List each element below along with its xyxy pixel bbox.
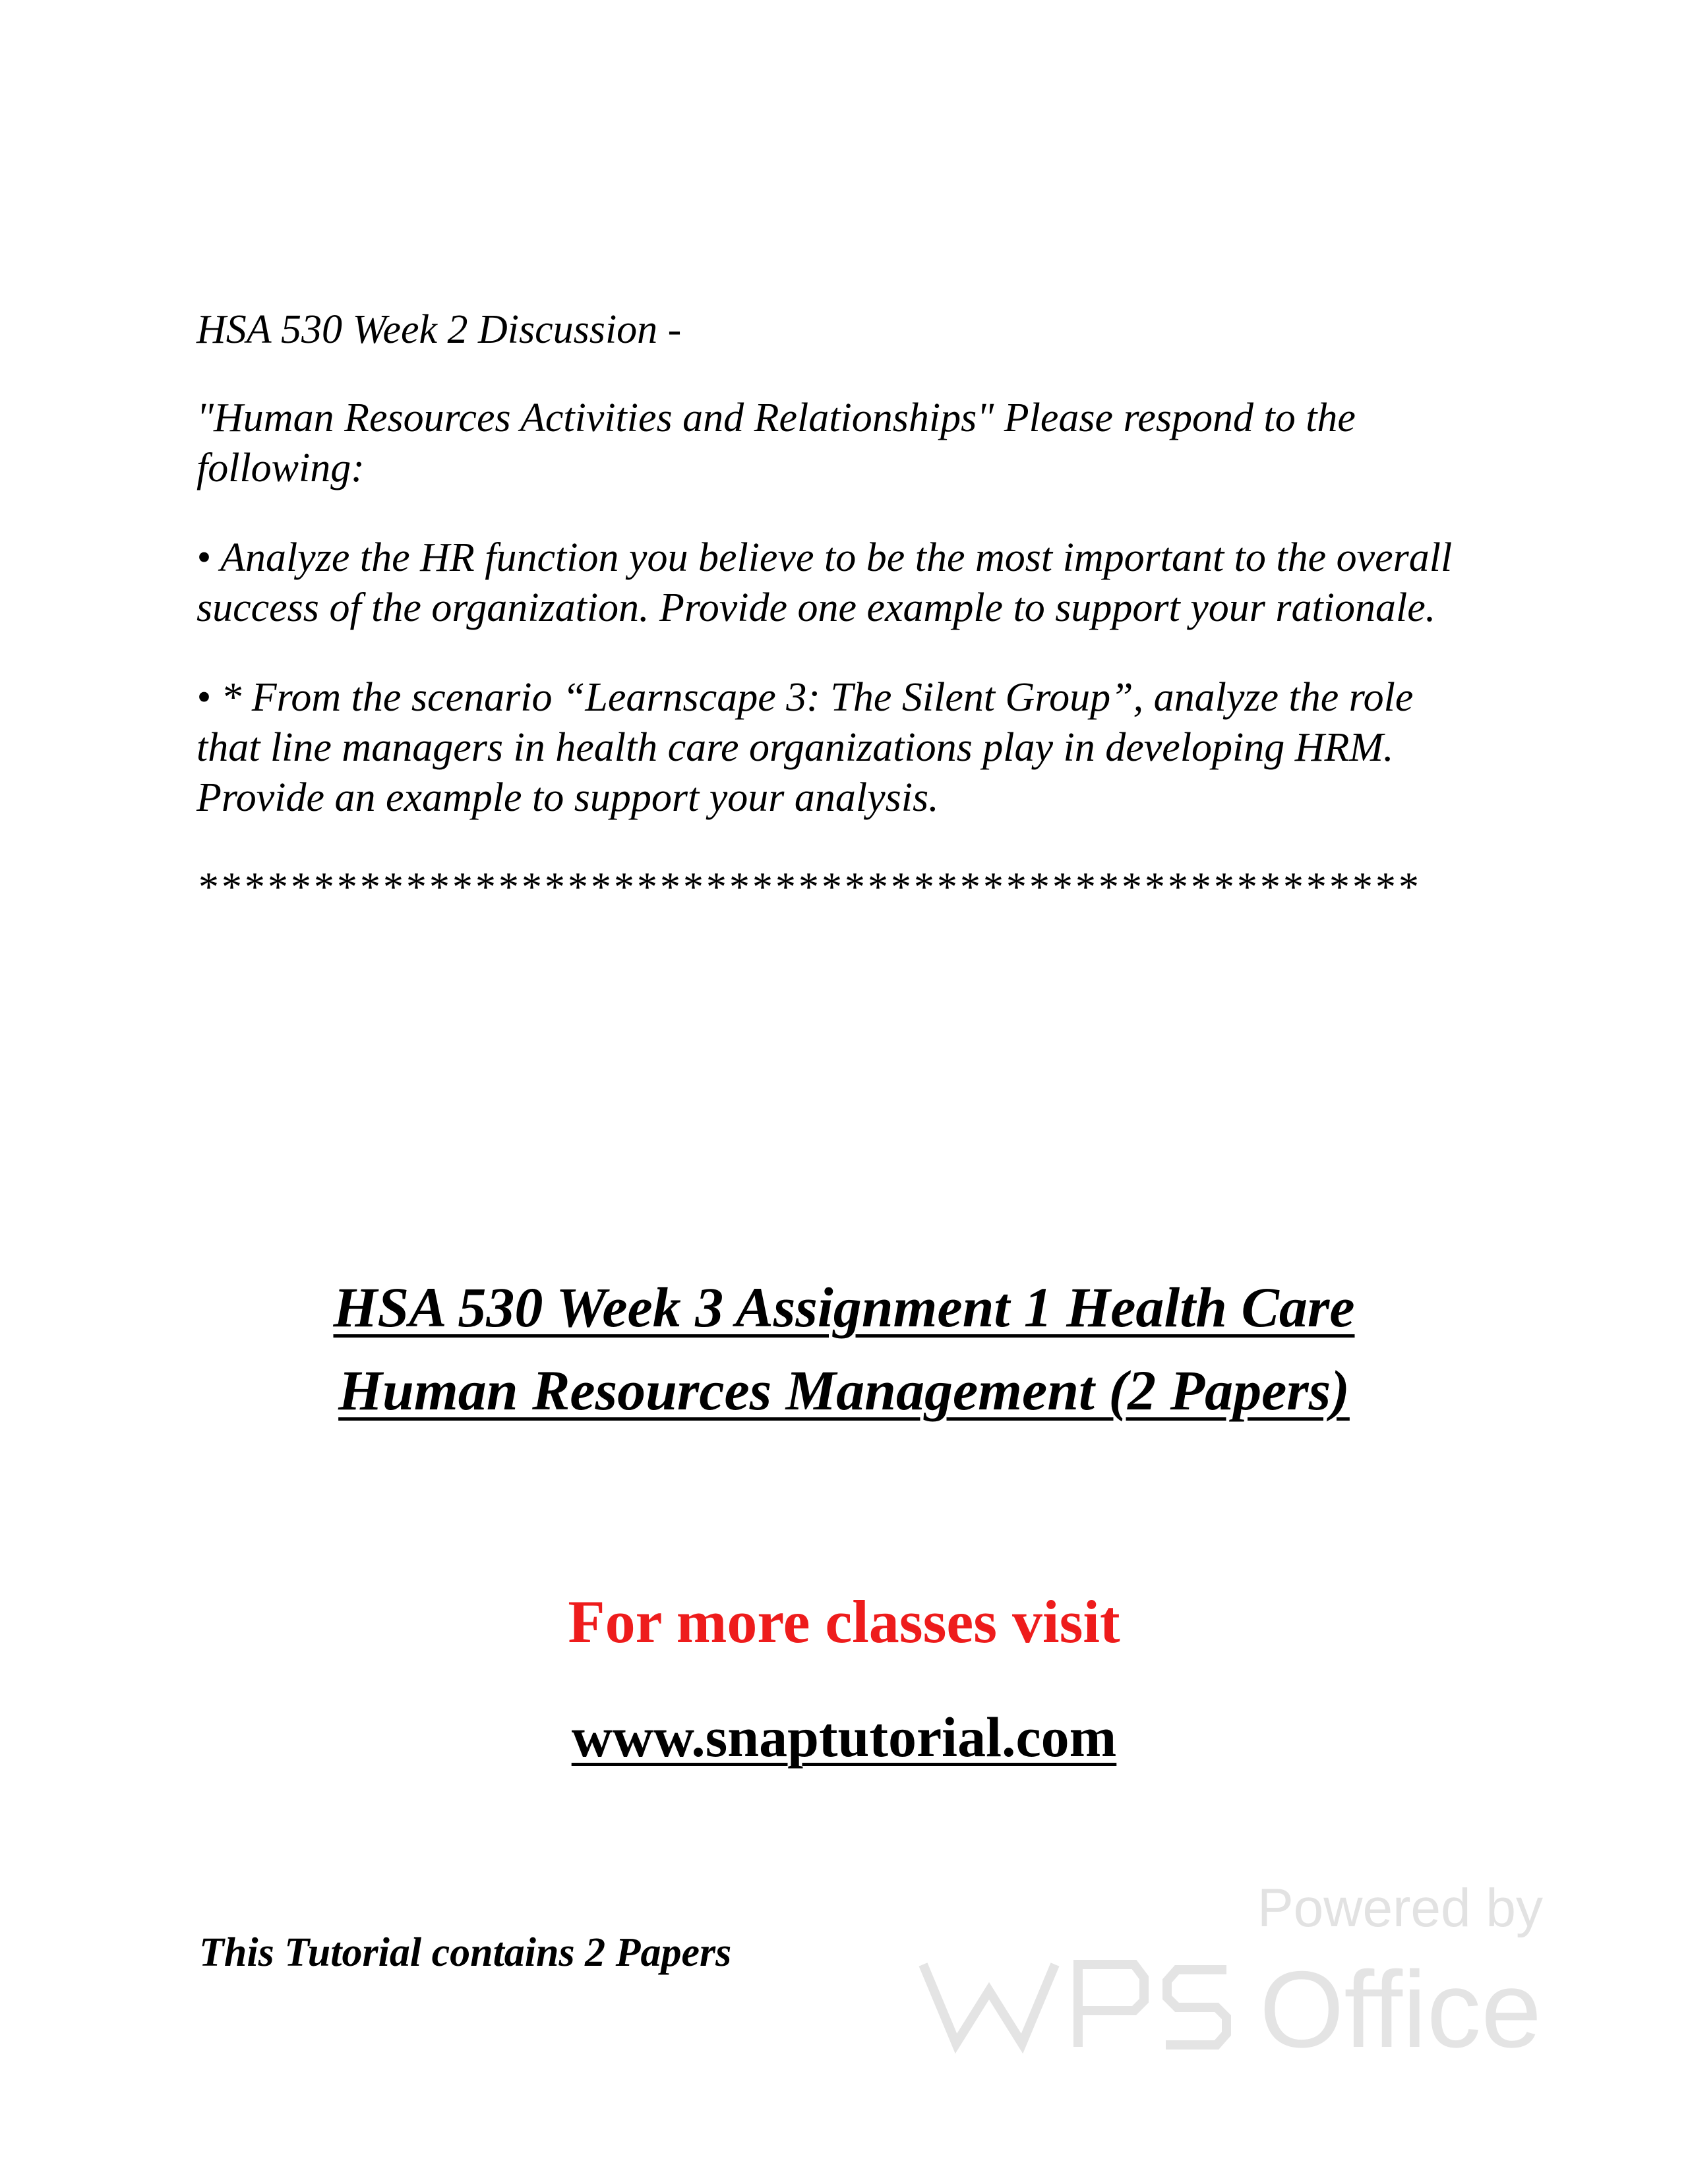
- separator-stars: *****************************************************: [196, 865, 1420, 910]
- assignment-title-line-2: Human Resources Management (2 Papers): [338, 1359, 1350, 1422]
- assignment-title-line-1: HSA 530 Week 3 Assignment 1 Health Care: [333, 1276, 1355, 1339]
- discussion-heading: HSA 530 Week 2 Discussion -: [196, 307, 682, 352]
- tutorial-note: This Tutorial contains 2 Papers: [199, 1930, 732, 1975]
- discussion-bullet-1: • Analyze the HR function you believe to be the most important to the overall success of the organization. Provide one example to support your rationale.: [196, 535, 1453, 630]
- discussion-prompt: "Human Resources Activities and Relationships" Please respond to the following:: [196, 396, 1356, 490]
- wps-office-logo-icon: [917, 1951, 1550, 2057]
- discussion-section: [196, 305, 1476, 952]
- assignment-title: [198, 1266, 1490, 1432]
- discussion-bullet-2: • * From the scenario “Learnscape 3: The Silent Group”, analyze the role that line managers in health care organizations play in developing HRM. Provide an example to support your analysis.: [196, 675, 1414, 820]
- wps-office-watermark: [917, 1879, 1550, 2057]
- powered-by-text: Powered by: [1257, 1878, 1543, 1938]
- svg-text:Office: Office: [1259, 1951, 1542, 2057]
- website-link[interactable]: www.snaptutorial.com: [571, 1705, 1117, 1769]
- visit-text: For more classes visit: [568, 1588, 1120, 1655]
